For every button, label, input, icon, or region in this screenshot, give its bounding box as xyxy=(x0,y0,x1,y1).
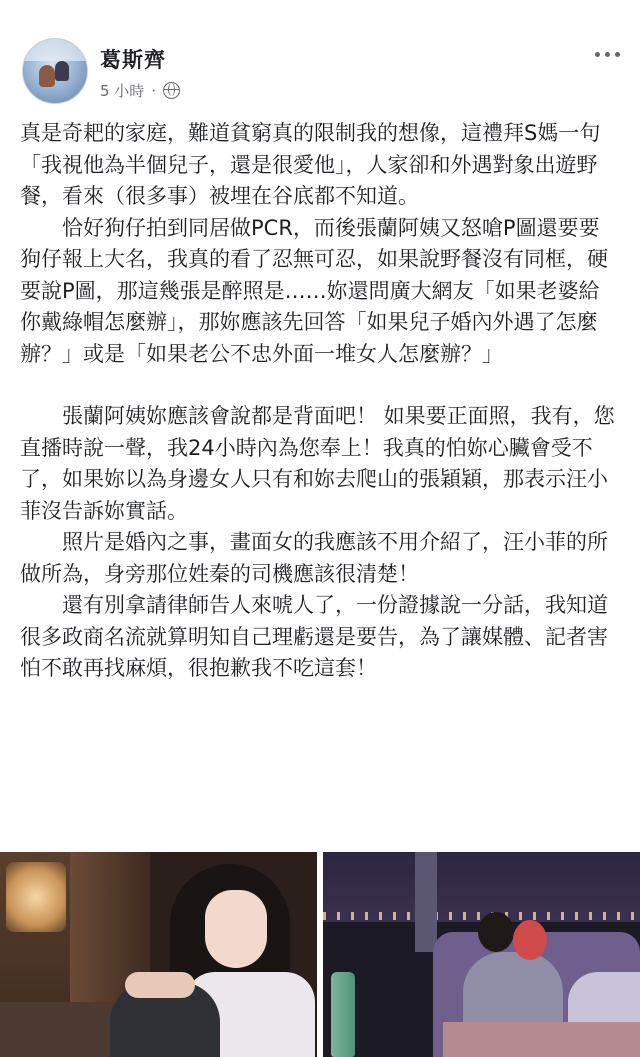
author-name[interactable]: 葛斯齊 xyxy=(100,48,166,72)
more-dot xyxy=(605,52,610,57)
avatar-figure xyxy=(55,61,69,81)
photo-head xyxy=(478,912,514,952)
photo-sofa xyxy=(0,1002,120,1057)
photo-couple-sofa[interactable] xyxy=(323,852,640,1057)
photo-woman-sofa[interactable] xyxy=(0,852,317,1057)
more-dot xyxy=(595,52,600,57)
post-timestamp[interactable]: 5 小時 xyxy=(100,82,145,100)
paragraph-gap xyxy=(20,370,620,401)
more-options-icon[interactable] xyxy=(590,46,624,62)
post-header xyxy=(0,0,640,120)
more-dot xyxy=(615,52,620,57)
post-paragraph: 恰好狗仔拍到同居做PCR，而後張蘭阿姨又怒嗆P圖還要要狗仔報上大名，我真的看了忍無可忍，如果說野餐沒有同框，硬要說P圖，那這幾張是醉照是……妳還問廣大網友「如果老婆給你戴綠帽怎麼辦」，那妳應該先回答「如果兒子婚內外遇了怎麼辦？」或是「如果老公不忠外面一堆女人怎麼辦？」 xyxy=(20,215,608,366)
meta-separator: · xyxy=(151,81,157,100)
post-paragraph: 真是奇耙的家庭，難道貧窮真的限制我的想像，這禮拜S媽一句「我視他為半個兒子，還是很愛他」，人家卻和外遇對象出遊野餐，看來（很多事）被埋在谷底都不知道。 xyxy=(20,121,601,208)
profile-avatar[interactable] xyxy=(22,38,88,104)
post-paragraph: 還有別拿請律師告人來唬人了，一份證據說一分話，我知道很多政商名流就算明知自己理虧還是要告，為了讓媒體、記者害怕不敢再找麻煩，很抱歉我不吃這套！ xyxy=(20,593,608,680)
photo-face xyxy=(205,890,267,968)
photo-lamp xyxy=(6,862,66,932)
photo-blanket xyxy=(443,1022,640,1057)
post-meta xyxy=(100,80,180,101)
post-photos xyxy=(0,852,640,1057)
post-body xyxy=(20,118,620,685)
photo-pillar xyxy=(415,852,437,952)
photo-bottle xyxy=(331,972,355,1057)
photo-hand xyxy=(125,972,195,998)
photo-woman xyxy=(513,920,547,960)
avatar-figure xyxy=(39,65,55,87)
post-paragraph: 張蘭阿姨妳應該會說都是背面吧！ 如果要正面照，我有，您直播時說一聲，我24小時內為您奉上！我真的怕妳心臟會受不了，如果妳以為身邊女人只有和妳去爬山的張穎穎，那表示汪小菲沒告訴妳實話。 xyxy=(20,404,615,523)
avatar-sky xyxy=(23,39,87,61)
globe-icon[interactable] xyxy=(163,82,180,99)
post-paragraph: 照片是婚內之事，畫面女的我應該不用介紹了，汪小菲的所做所為，身旁那位姓秦的司機應該很清楚！ xyxy=(20,530,608,586)
